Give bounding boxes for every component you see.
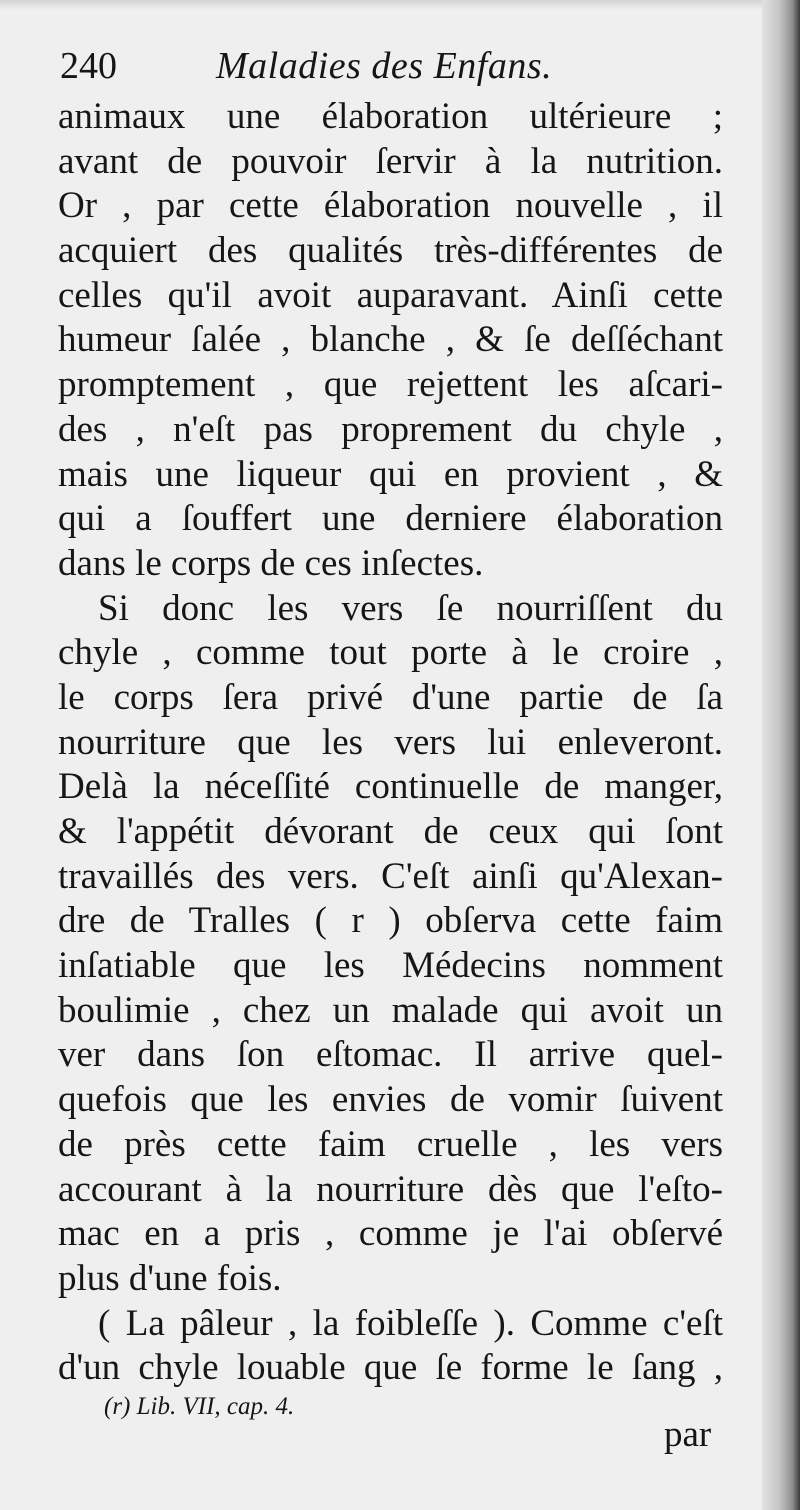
body-text [58,95,723,1391]
text-line: humeur ſalée , blanche , & ſe deſſéchant [58,319,723,361]
text-line: nourriture que les vers lui enleveront. [58,721,723,763]
text-line: mais une liqueur qui en provient , & [58,453,723,495]
text-line: dre de Tralles ( r ) obſerva cette faim [58,900,723,942]
page-top-edge [0,0,800,10]
text-line: celles qu'il avoit auparavant. Ainſi cette [58,274,723,316]
text-line: mac en a pris , comme je l'ai obſervé [58,1213,723,1255]
text-line: boulimie , chez un malade qui avoit un [58,989,723,1031]
catchword: par [664,1414,712,1455]
text-line: chyle , comme tout porte à le croire , [58,632,723,674]
text-line: qui a ſouffert une derniere élaboration [58,498,723,540]
text-line: ver dans ſon eſtomac. Il arrive quel- [58,1034,723,1076]
text-line: ( La pâleur , la foibleſſe ). Comme c'eſt [98,1302,723,1344]
text-line: des , n'eſt pas proprement du chyle , [58,408,723,450]
text-line: dans le corps de ces inſectes. [58,542,484,584]
text-line: travaillés des vers. C'eſt ainſi qu'Alexan- [58,855,723,897]
text-line: avant de pouvoir ſervir à la nutrition. [58,140,723,182]
text-line: d'un chyle louable que ſe forme le ſang , [58,1347,723,1389]
text-line: promptement , que rejettent les aſcari- [58,364,723,406]
page-spine-shadow [762,0,800,1510]
text-line: Delà la néceſſité continuelle de manger, [58,766,723,808]
page-number: 240 [60,45,117,87]
text-line: Si donc les vers ſe nourriſſent du [98,587,723,629]
text-line: acquiert des qualités très-différentes de [58,230,723,272]
running-title: Maladies des Enfans. [216,45,553,87]
text-line: le corps ſera privé d'une partie de ſa [58,676,723,718]
text-line: animaux une élaboration ultérieure ; [58,96,723,137]
footnote: (r) Lib. VII, cap. 4. [104,1393,295,1420]
running-head [60,44,720,94]
text-line: de près cette faim cruelle , les vers [58,1123,723,1165]
text-line: quefois que les envies de vomir ſuivent [58,1079,723,1121]
text-line: & l'appétit dévorant de ceux qui ſont [58,811,723,852]
text-line: plus d'une fois. [58,1257,282,1299]
text-line: Or , par cette élaboration nouvelle , il [58,185,723,227]
text-line: accourant à la nourriture dès que l'eſto- [58,1168,723,1210]
text-line: inſatiable que les Médecins nomment [58,945,723,987]
